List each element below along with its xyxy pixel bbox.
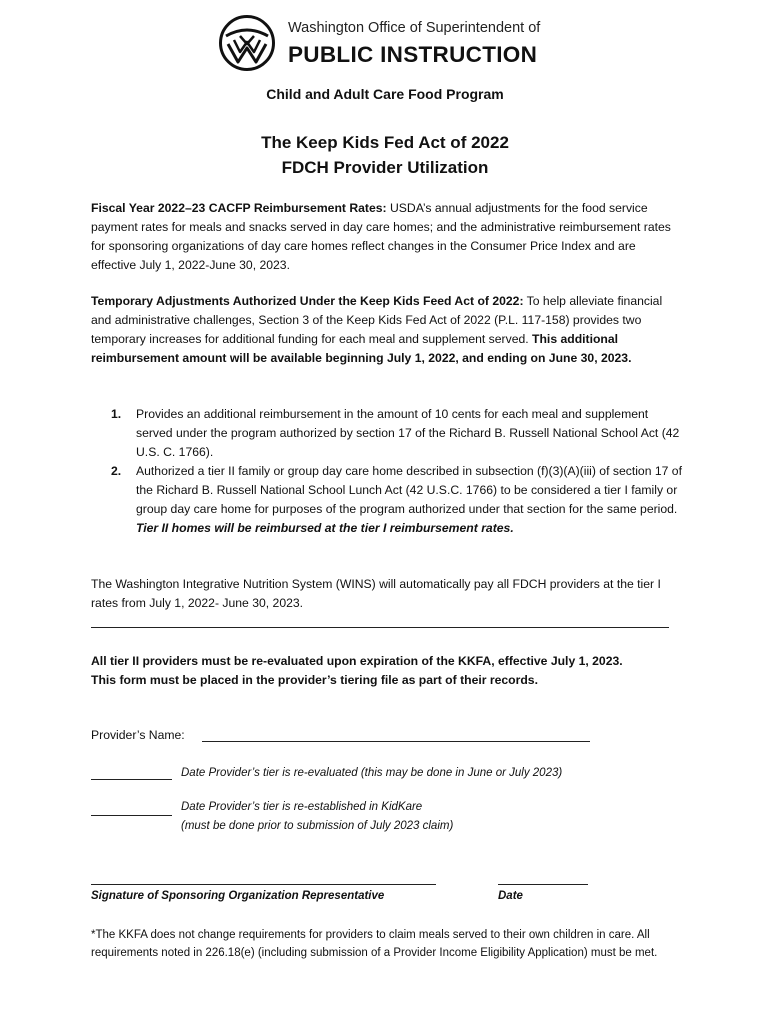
page-subtitle: FDCH Provider Utilization [281, 158, 489, 177]
date-label: Date [498, 890, 523, 902]
list-item-number: 2. [111, 464, 122, 478]
temporary-adjustments-paragraph [91, 292, 671, 368]
org-name-line1: Washington Office of Superintendent of [288, 20, 541, 36]
list-item-emphasis: Tier II homes will be reimbursed at the tier I reimbursement rates. [136, 521, 514, 535]
signature-label: Signature of Sponsoring Organization Representative [91, 890, 385, 902]
list-item [91, 405, 686, 462]
page-title: The Keep Kids Fed Act of 2022 [261, 133, 509, 152]
list-item-text: Provides an additional reimbursement in the amount of 10 cents for each meal and supplement served under the program authorized by section 17 of the Richard B. Russell National School Act (42 U.S. C. 1766). [136, 407, 680, 459]
adjustments-list [91, 405, 686, 538]
paragraph-lead: Fiscal Year 2022–23 CACFP Reimbursement Rates: [91, 201, 387, 215]
ospi-logo-icon [218, 14, 276, 72]
provider-name-field[interactable] [202, 741, 590, 742]
reimbursement-rates-paragraph [91, 199, 671, 275]
reevaluation-notice [91, 652, 691, 690]
date-reevaluated-label: Date Provider’s tier is re-evaluated (this may be done in June or July 2023) [181, 767, 563, 779]
date-reestablished-label: Date Provider’s tier is re-established in KidKare [181, 801, 423, 813]
notice-line1: All tier II providers must be re-evaluated upon expiration of the KKFA, effective July 1, 2023. [91, 654, 623, 668]
signature-field[interactable] [91, 884, 436, 885]
paragraph-body: USDA’s annual adjustments for the food service payment rates for meals and snacks served in day care homes; and the administrative reimbursement rates for sponsoring organizations of day care homes reflect changes in the Consumer Price Index and are effective July 1, 2022-June 30, 2023. [91, 201, 671, 272]
wins-paragraph: The Washington Integrative Nutrition System (WINS) will automatically pay all FDCH providers at the tier I rates from July 1, 2022- June 30, 2023. [91, 577, 661, 610]
list-item [91, 462, 686, 538]
program-name: Child and Adult Care Food Program [266, 86, 504, 102]
notice-line2: This form must be placed in the provider’s tiering file as part of their records. [91, 673, 538, 687]
ospi-header [218, 14, 558, 74]
date-reestablished-field[interactable] [91, 815, 172, 816]
list-item-number: 1. [111, 407, 122, 421]
signature-date-field[interactable] [498, 884, 588, 885]
org-name-line2: PUBLIC INSTRUCTION [288, 42, 538, 67]
date-reestablished-note: (must be done prior to submission of July 2023 claim) [181, 820, 454, 832]
paragraph-lead: Temporary Adjustments Authorized Under the Keep Kids Feed Act of 2022: [91, 294, 524, 308]
paragraph-emphasis: This additional reimbursement amount will be available beginning July 1, 2022, and ending on June 30, 2023. [91, 332, 632, 365]
list-item-text: Authorized a tier II family or group day care home described in subsection (f)(3)(A)(iii) of section 17 of the Richard B. Russell National School Lunch Act (42 U.S.C. 1766) to be considered a tier I family or group day care home for purposes of the program authorized under that section for the same period. [136, 464, 682, 516]
date-reevaluated-field[interactable] [91, 779, 172, 780]
section-divider [91, 627, 669, 628]
date-reestablished-label-block [181, 798, 453, 836]
paragraph-body: To help alleviate financial and administrative challenges, Section 3 of the Keep Kids Fed Act of 2022 (P.L. 117-158) provides two temporary increases for additional funding for each meal and supplement served. [91, 294, 663, 346]
provider-name-label: Provider’s Name: [91, 728, 185, 742]
footnote: *The KKFA does not change requirements for providers to claim meals served to their own children in care. All requirements noted in 226.18(e) (including submission of a Provider Income Eligibility Application) must be met. [91, 929, 658, 959]
